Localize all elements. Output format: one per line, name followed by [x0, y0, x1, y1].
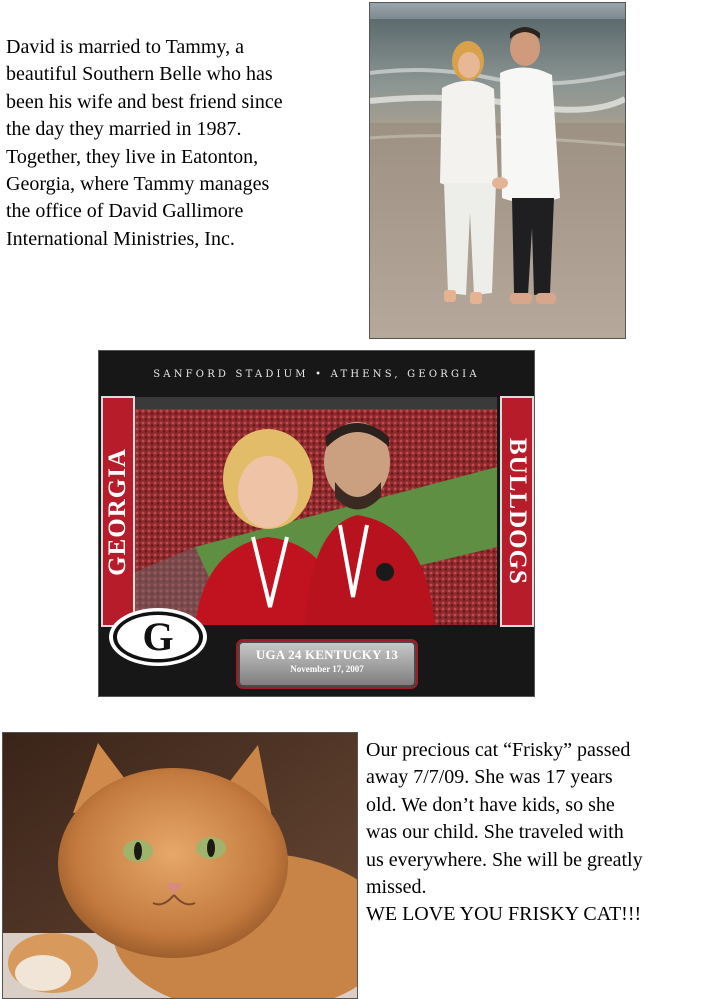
game-date: November 17, 2007	[290, 664, 364, 674]
georgia-banner-text: GEORGIA	[104, 447, 131, 576]
beach-couple-photo	[369, 2, 626, 339]
bulldogs-side-banner	[500, 396, 534, 627]
georgia-g-logo-icon	[107, 606, 209, 668]
bulldogs-banner-text: BULLDOGS	[504, 438, 531, 585]
paragraph-about-frisky: Our precious cat “Frisky” passed away 7/7/09. She was 17 years old. We don’t have kids, so she was our child. She traveled with us everywhere. She will be greatly missed. WE LOVE YOU FRISKY CAT!!!	[366, 739, 643, 926]
svg-text:G: G	[142, 614, 174, 659]
stadium-photo-frame	[98, 350, 535, 697]
game-score: UGA 24 KENTUCKY 13	[255, 647, 399, 662]
cat-frisky-photo	[2, 732, 358, 999]
game-score-plate	[238, 641, 416, 687]
stadium-banner-top: SANFORD STADIUM • ATHENS, GEORGIA	[153, 368, 480, 380]
georgia-side-banner	[101, 396, 135, 627]
stadium-crowd-photo	[135, 397, 497, 625]
paragraph-about-tammy: David is married to Tammy, a beautiful Southern Belle who has been his wife and best friend since the day they married in 1987. Together, they live in Eatonton, Georgia, where Tammy manages the office of David Gallimore International Ministries, Inc.	[6, 36, 283, 250]
